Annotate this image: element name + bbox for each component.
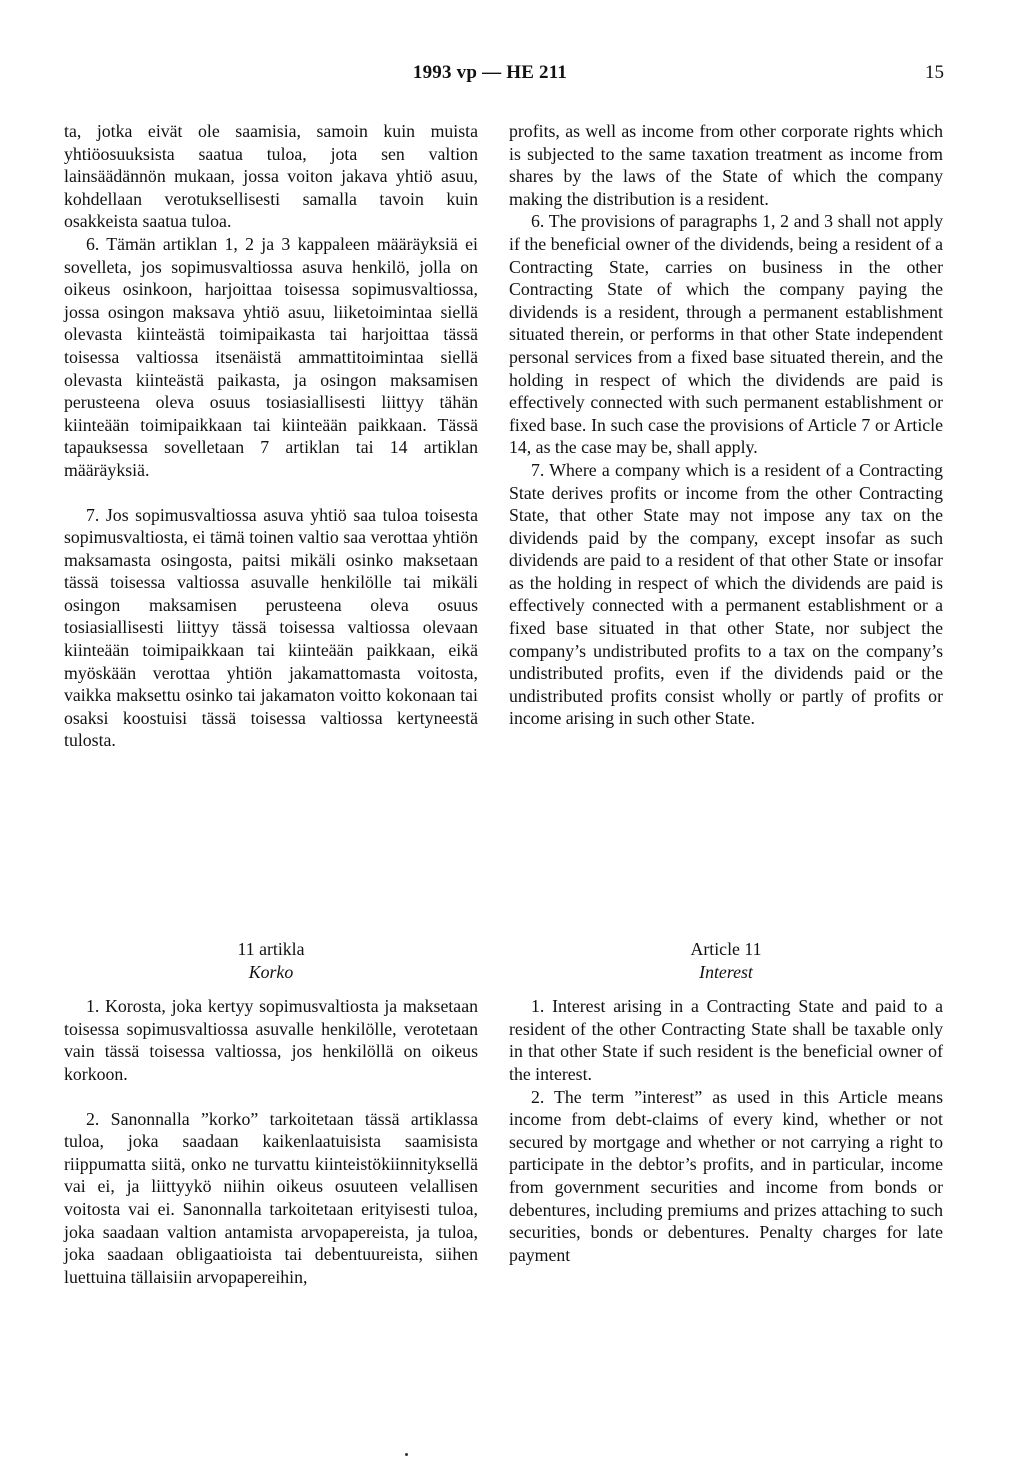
running-title: 1993 vp — HE 211 <box>412 62 568 83</box>
english-article11-paragraph-1: 1. Interest arising in a Contracting State and paid to a resident of the other Contracting State shall be taxable only in that other State if such resident is the beneficial owner of the interest. <box>509 996 943 1084</box>
finnish-column-top <box>64 120 478 752</box>
english-continuation-paragraph: profits, as well as income from other corporate rights which is subjected to the same taxation treatment as income from shares by the laws of the State of which the company making the distribution is a resident. <box>509 121 943 209</box>
finnish-article11-paragraph-1: 1. Korosta, joka kertyy sopimusvaltiosta ja maksetaan toisessa sopimusvaltiossa asuvalle henkilölle, verotetaan vain tässä toisessa valtiossa, jos henkilöllä on oikeus korkoon. <box>64 996 478 1084</box>
finnish-paragraph-7: 7. Jos sopimusvaltiossa asuva yhtiö saa tuloa toisesta sopimusvaltiosta, ei tämä toinen valtio saa verottaa yhtiön maksamasta osingosta, paitsi mikäli osinko maksetaan tässä toisessa valtiossa asuvalle henkilölle tai mikäli osingon maksamisen perusteena oleva osuus tosiasiallisesti liittyy tässä toisessa valtiossa olevaan kiinteään toimipaikkaan tai kiinteään paikkaan, eikä myöskään verottaa yhtiön jakamattomasta voitosta, vaikka maksettu osinko tai jakamaton voitto kokonaan tai osaksi koostuisi tässä toisessa valtiossa kertyneestä tulosta. <box>64 504 478 751</box>
finnish-paragraph-6: 6. Tämän artiklan 1, 2 ja 3 kappaleen määräyksiä ei sovelleta, jos sopimusvaltiossa asuva henkilö, jolla on oikeus osinkoon, harjoittaa toisessa sopimusvaltiossa, jossa osingon maksava yhtiö asuu, liiketoimintaa siellä olevasta kiinteästä toimipaikasta tai harjoittaa tässä toisessa valtiossa itsenäistä ammattitoimintaa siellä olevasta kiinteästä paikasta, ja osingon maksamisen perusteena oleva osuus tosiasiallisesti liittyy tähän kiinteään toimipaikkaan tai kiinteään paikkaan. Tässä tapauksessa sovelletaan 7 artiklan tai 14 artiklan määräyksiä. <box>64 233 478 480</box>
finnish-article-subtitle: Korko <box>248 961 294 982</box>
english-column-bottom <box>509 938 943 1266</box>
english-paragraph-6: 6. The provisions of paragraphs 1, 2 and 3 shall not apply if the beneficial owner of the dividends, being a resident of a Contracting State, carries on business in the other Contracting State of which the company paying the dividends is a resident, through a permanent establishment situated therein, or performs in that other State independent personal services from a fixed base situated therein, and the holding in respect of which the dividends are paid is effectively connected with such permanent establishment or fixed base. In such case the provisions of Article 7 or Article 14, as the case may be, shall apply. <box>509 211 943 458</box>
english-article-subtitle: Interest <box>699 961 753 982</box>
finnish-continuation-paragraph: ta, jotka eivät ole saamisia, samoin kuin muista yhtiöosuuksista saatua tuloa, jota sen valtion lainsäädännön mukaan, jossa voiton jakava yhtiö asuu, kohdellaan verotuksellisesti samalla tavoin kuin osakkeista saatua tuloa. <box>64 121 478 232</box>
finnish-article11-paragraph-2: 2. Sanonnalla ”korko” tarkoitetaan tässä artiklassa tuloa, joka saadaan kaikenlaatuisista saamisista riippumatta siitä, onko ne turvattu kiinteistökiinnityksellä vai ei, ja liittyykö niihin oikeus osuuteen velallisen voitosta vai ei. Sanonnalla tarkoitetaan erityisesti tuloa, joka saadaan valtion antamista arvopapereista, ja tuloa, joka saadaan obligaatioista tai debentuureista, siihen luettuina tällaisiin arvopapereihin, <box>64 1108 478 1287</box>
page-number: 15 <box>925 62 944 83</box>
page-header <box>0 62 1024 92</box>
finnish-column-bottom <box>64 938 478 1288</box>
english-column-top <box>509 120 943 730</box>
print-speck <box>405 1453 408 1456</box>
english-paragraph-7: 7. Where a company which is a resident of a Contracting State derives profits or income from the other Contracting State, that other State may not impose any tax on the dividends paid by the company, except insofar as such dividends are paid to a resident of that other State or insofar as the holding in respect of which the dividends are paid is effectively connected with a permanent establishment or a fixed base situated in that other State, nor subject the company’s undistributed profits to a tax on the company’s undistributed profits, even if the dividends paid or the undistributed profits consist wholly or partly of profits or income arising in such other State. <box>509 459 943 729</box>
english-article-heading: Article 11 <box>690 939 762 959</box>
finnish-article-heading: 11 artikla <box>237 939 305 959</box>
english-article11-paragraph-2: 2. The term ”interest” as used in this Article means income from debt-claims of every kind, whether or not secured by mortgage and whether or not carrying a right to participate in the debtor’s profits, and in particular, income from government securities and income from bonds or debentures, including premiums and prizes attaching to such securities, bonds or debentures. Penalty charges for late payment <box>509 1086 943 1265</box>
